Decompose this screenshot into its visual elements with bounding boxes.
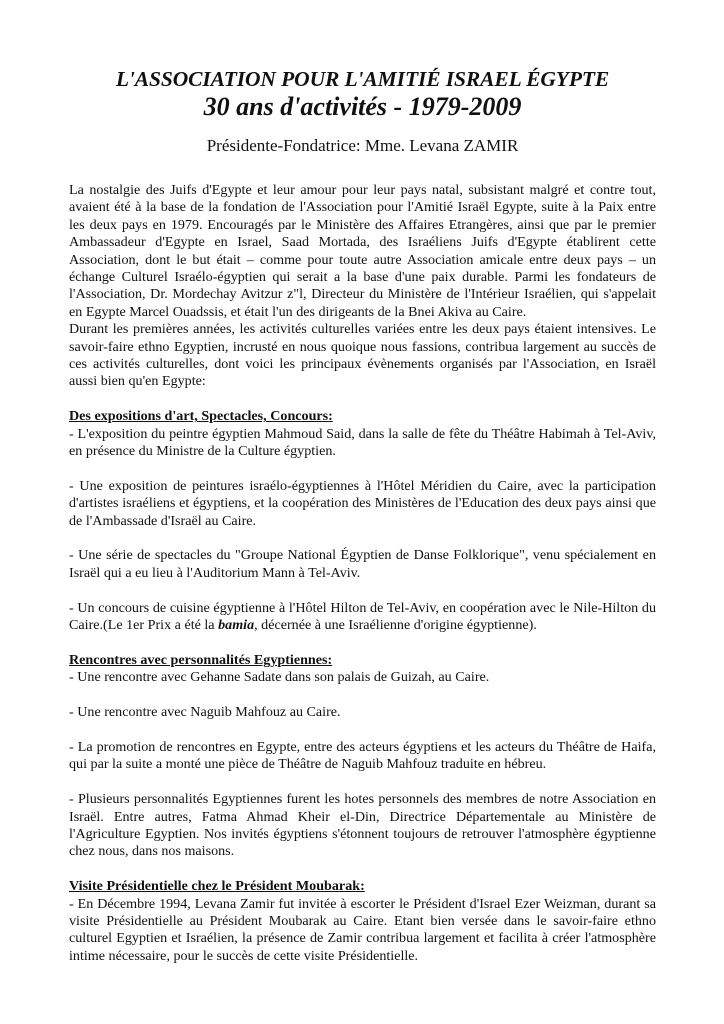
list-item: - Plusieurs personnalités Egyptiennes furent les hotes personnels des membres de notre Association en Israël. Entre autres, Fatma Ahmad Kheir el-Din, Directrice Départementale au Ministère de l'Agriculture Egyptien. Nos invités égyptiens s'étonnent toujours de retrouver l'atmosphère égyptienne chez nous, dans nos maisons. — [69, 791, 656, 860]
section-heading-expositions: Des expositions d'art, Spectacles, Concours: — [69, 408, 333, 425]
document-subtitle: Présidente-Fondatrice: Mme. Levana ZAMIR — [206, 136, 519, 155]
emphasis-bamia: bamia — [218, 617, 255, 634]
section-heading-rencontres: Rencontres avec personnalités Egyptiennes: — [69, 651, 333, 668]
list-item: - Une exposition de peintures israélo-égyptiennes à l'Hôtel Méridien du Caire, avec la participation d'artistes israéliens et égyptiens, et la coopération des Ministères de l'Education des deux pays ainsi que de l'Ambassade d'Israël au Caire. — [69, 477, 656, 529]
list-item-text: , décernée à une Israélienne d'origine égyptienne). — [254, 617, 537, 634]
list-item: - La promotion de rencontres en Egypte, entre des acteurs égyptiens et les acteurs du Théâtre de Haifa, qui par la suite a monté une pièce de Théâtre de Naguib Mahfouz traduite en hébreu. — [69, 738, 656, 773]
list-item: - Une rencontre avec Naguib Mahfouz au Caire. — [69, 704, 341, 721]
intro-paragraph: La nostalgie des Juifs d'Egypte et leur amour pour leur pays natal, subsistant malgré et contre tout, avaient été à la base de la fondation de l'Association pour l'Amitié Israël Egypte, suite à la Paix entre les deux pays en 1979. Encouragés par le Ministère des Affaires Etrangères, ainsi que par le premier Ambassadeur d'Egypte en Israel, Saad Mortada, des Israéliens Juifs d'Egypte établirent cette Association, dont le but était – comme pour toute autre Association amicale entre deux pays – un échange Culturel Israélo-égyptien qui serait a la base d'une paix durable. Parmi les fondateurs de l'Association, Dr. Mordechay Avitzur z"l, Directeur du Ministère de l'Intérieur Israélien, qui s'appelait en Egypte Marcel Ouadssis, et était l'un des dirigeants de la Bnei Akiva au Caire. — [69, 182, 656, 320]
list-item: - Une série de spectacles du "Groupe National Égyptien de Danse Folklorique", venu spécialement en Israël qui a eu lieu à l'Auditorium Mann à Tel-Aviv. — [69, 547, 656, 581]
document-body — [69, 182, 656, 965]
document-title: L'ASSOCIATION POUR L'AMITIÉ ISRAEL ÉGYPTE — [115, 67, 610, 91]
list-item-text: - Un concours de cuisine égyptienne à l'Hôtel Hilton de Tel-Aviv, en coopération avec le Nile-Hilton du Caire.(Le 1er Prix a été la — [69, 599, 656, 634]
list-item — [69, 600, 656, 635]
list-item: - Une rencontre avec Gehanne Sadate dans son palais de Guizah, au Caire. — [69, 669, 490, 686]
list-item: - L'exposition du peintre égyptien Mahmoud Said, dans la salle de fête du Théâtre Habimah à Tel-Aviv, en présence du Ministre de la Culture égyptien. — [69, 425, 656, 460]
list-item: - En Décembre 1994, Levana Zamir fut invitée à escorter le Président d'Israel Ezer Weizman, durant sa visite Présidentielle au Président Moubarak au Caire. Etant bien versée dans le savoir-faire ethno culturel Egyptien et Israélien, la présence de Zamir contribua largement et facilita à créer l'atmosphère intime nécessaire, pour le succès de cette visite Présidentielle. — [69, 895, 656, 964]
document-title-dates: 30 ans d'activités - 1979-2009 — [203, 92, 522, 121]
section-heading-visite: Visite Présidentielle chez le Président Moubarak: — [69, 878, 365, 895]
intro-paragraph: Durant les premières années, les activités culturelles variées entre les deux pays étaient intensives. Le savoir-faire ethno Egyptien, incrusté en nous quoique nous fassions, contribua largement au succès de ces activités culturelles, dont voici les principaux évènements organisés par l'Association, en Israël aussi bien qu'en Egypte: — [69, 321, 656, 390]
